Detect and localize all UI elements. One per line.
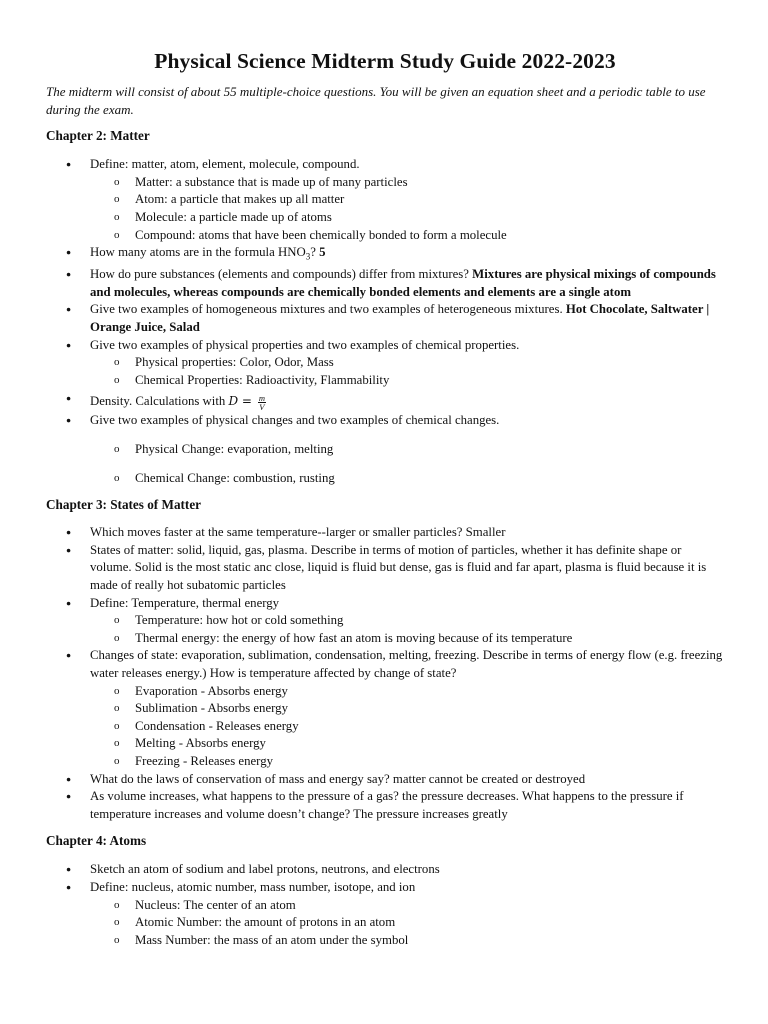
pure-question: How do pure substances (elements and compounds) differ from mixtures?	[90, 267, 473, 282]
sub-item: o Melting - Absorbs energy	[90, 735, 724, 753]
mix-answer: Hot Chocolate, Saltwater | Orange Juice, Salad	[90, 302, 710, 335]
sub-item: o Nucleus: The center of an atom	[90, 897, 724, 915]
props-question: Give two examples of physical properties and two examples of chemical properties.	[90, 337, 520, 352]
intro-text: The midterm will consist of about 55 multiple-choice questions. You will be given an equation sheet and a periodic table to use during the exam.	[46, 84, 706, 117]
sub-item: o Freezing - Releases energy	[90, 753, 724, 771]
sub-item: o Temperature: how hot or cold something	[90, 612, 724, 630]
define-text: Define: Temperature, thermal energy	[90, 595, 280, 610]
list-item: ● Which moves faster at the same temperature--larger or smaller particles? Smaller	[46, 524, 724, 542]
chapter-4-list	[46, 861, 724, 949]
list-item: ● What do the laws of conservation of mass and energy say? matter cannot be created or destroyed	[46, 771, 724, 789]
sub-item: o Chemical Properties: Radioactivity, Flammability	[90, 372, 724, 390]
chapter-3-heading: Chapter 3: States of Matter	[46, 497, 202, 513]
density-equation: D =	[228, 394, 256, 409]
sub-item: o Mass Number: the mass of an atom under the symbol	[90, 932, 724, 950]
hno3-answer: 5	[319, 245, 326, 260]
sub-list	[90, 354, 724, 389]
sub-item: o Matter: a substance that is made up of many particles	[90, 174, 724, 192]
list-item	[46, 595, 724, 648]
hno3-question-end: ?	[310, 245, 320, 260]
sub-item: o Compound: atoms that have been chemically bonded to form a molecule	[90, 227, 724, 245]
sub-item: o Atomic Number: the amount of protons in an atom	[90, 914, 724, 932]
changes-text: Changes of state: evaporation, sublimation, condensation, melting, freezing. Describe in terms of energy flow (e.g. freezing water releases energy.) How is temperature affected by change of state?	[90, 648, 723, 680]
chapter-2-list	[46, 156, 724, 487]
list-item	[46, 879, 724, 949]
sub-list	[90, 441, 724, 487]
sub-item: o Evaporation - Absorbs energy	[90, 683, 724, 701]
sub-item: o Sublimation - Absorbs energy	[90, 700, 724, 718]
pure-answer: Mixtures are physical mixings of compounds and molecules, whereas compounds are chemically bonded elements and elements are a single atom	[90, 267, 716, 299]
define-text: Define: nucleus, atomic number, mass number, isotope, and ion	[90, 879, 416, 894]
hno3-subscript: 3	[305, 251, 311, 262]
density-fraction	[258, 394, 266, 411]
chapter-2-heading: Chapter 2: Matter	[46, 128, 150, 144]
chapter-3-list	[46, 524, 724, 823]
sub-list	[90, 174, 724, 244]
changes-question: Give two examples of physical changes and two examples of chemical changes.	[90, 413, 500, 428]
density-text: Density. Calculations with	[90, 394, 229, 409]
sub-item: o Physical Change: evaporation, melting	[90, 441, 724, 459]
hno3-question: How many atoms are in the formula HNO	[90, 245, 306, 260]
chapter-4-heading: Chapter 4: Atoms	[46, 833, 147, 849]
page-title: Physical Science Midterm Study Guide 2022-2023	[154, 49, 616, 73]
sub-item: o Condensation - Releases energy	[90, 718, 724, 736]
sub-item: o Molecule: a particle made up of atoms	[90, 209, 724, 227]
list-item: ● As volume increases, what happens to the pressure of a gas? the pressure decreases. What happens to the pressure if temperature increases and volume doesn’t change? The pressure increases greatly	[46, 788, 724, 823]
mix-question: Give two examples of homogeneous mixtures and two examples of heterogeneous mixtures.	[90, 302, 566, 317]
sub-list	[90, 897, 724, 950]
sub-item: o Thermal energy: the energy of how fast an atom is moving because of its temperature	[90, 630, 724, 648]
sub-list	[90, 683, 724, 771]
sub-item: o Chemical Change: combustion, rusting	[90, 470, 724, 488]
list-item	[46, 244, 724, 266]
list-item: ● States of matter: solid, liquid, gas, plasma. Describe in terms of motion of particles, whether it has definite shape or volume. Solid is the most static anc close, liquid is fluid but dense, gas is fluid and far apart, plasma is fluid because it is made of really hot subatomic particles	[46, 542, 724, 595]
sub-item: o Atom: a particle that makes up all matter	[90, 191, 724, 209]
sub-list	[90, 612, 724, 647]
list-item	[46, 266, 724, 301]
sub-item: o Physical properties: Color, Odor, Mass	[90, 354, 724, 372]
fraction-numerator: m	[258, 393, 265, 404]
list-item	[46, 647, 724, 770]
list-item: ● Sketch an atom of sodium and label protons, neutrons, and electrons	[46, 861, 724, 879]
list-item	[46, 156, 724, 244]
define-text: Define: matter, atom, element, molecule, compound.	[90, 157, 360, 172]
list-item	[46, 301, 724, 336]
list-item	[46, 390, 724, 412]
fraction-denominator: V	[259, 402, 265, 413]
list-item	[46, 337, 724, 390]
list-item	[46, 412, 724, 487]
